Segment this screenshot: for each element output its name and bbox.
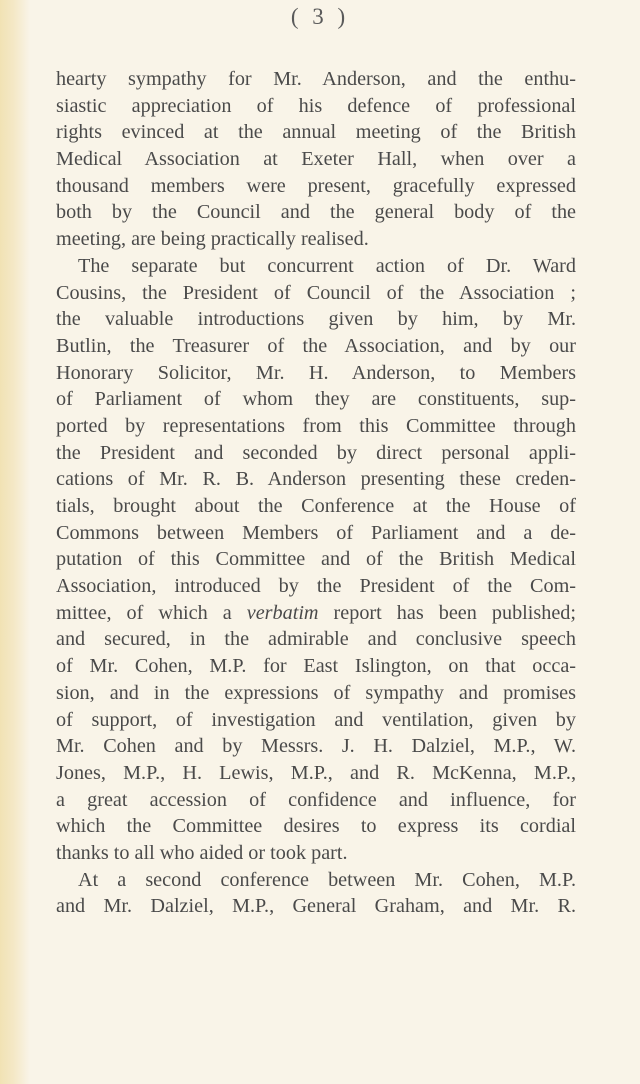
text-line: Jones, M.P., H. Lewis, M.P., and R. McKenna, M.P., (56, 761, 576, 784)
page-number: ( 3 ) (290, 4, 350, 29)
body-text (56, 66, 576, 920)
page-binding-edge (0, 0, 30, 1084)
text-line: The separate but concurrent action of Dr. Ward (78, 254, 576, 277)
text-line: a great accession of confidence and influence, for (56, 788, 576, 811)
text-line: tials, brought about the Conference at the House of (56, 495, 576, 517)
text-line: putation of this Committee and of the British Medical (56, 548, 576, 571)
text-line: the President and seconded by direct personal appli- (56, 441, 576, 464)
text-line: and Mr. Dalziel, M.P., General Graham, and Mr. R. (56, 895, 576, 918)
text-line: Medical Association at Exeter Hall, when over a (56, 148, 576, 171)
text-line (56, 600, 576, 627)
text-line: cations of Mr. R. B. Anderson presenting these creden- (56, 468, 576, 491)
text-line: both by the Council and the general body of the (56, 201, 576, 224)
text-line: meeting, are being practically realised. (56, 228, 369, 251)
text-line: which the Committee desires to express its cordial (56, 815, 576, 838)
text-line: ported by representations from this Committee through (56, 414, 576, 437)
text-run: mittee, of which a (56, 601, 247, 624)
paragraph-1 (56, 66, 576, 253)
text-line: thanks to all who aided or took part. (56, 841, 348, 864)
text-line: of Mr. Cohen, M.P. for East Islington, on that occa- (56, 655, 576, 678)
paragraph-3 (56, 867, 576, 920)
text-line: Cousins, the President of Council of the Association ; (56, 281, 576, 304)
text-line: Mr. Cohen and by Messrs. J. H. Dalziel, M.P., W. (56, 735, 576, 758)
text-run: report has been published; (318, 601, 576, 624)
paragraph-2 (56, 253, 576, 867)
text-line: thousand members were present, gracefully expressed (56, 174, 576, 197)
text-line: the valuable introductions given by him, by Mr. (56, 308, 576, 331)
text-line: rights evinced at the annual meeting of the British (56, 121, 576, 144)
text-line: of support, of investigation and ventilation, given by (56, 708, 576, 731)
text-line: At a second conference between Mr. Cohen, M.P. (78, 868, 576, 891)
text-line: and secured, in the admirable and conclusive speech (56, 628, 576, 651)
text-line: Commons between Members of Parliament and a de- (56, 521, 576, 544)
italic-word: verbatim (246, 601, 319, 624)
text-line: siastic appreciation of his defence of professional (56, 94, 576, 117)
text-line: of Parliament of whom they are constituents, sup- (56, 388, 576, 411)
text-line: Butlin, the Treasurer of the Association, and by our (56, 334, 576, 357)
text-line: hearty sympathy for Mr. Anderson, and the enthu- (56, 68, 576, 90)
text-line: sion, and in the expressions of sympathy and promises (56, 681, 576, 704)
text-line: Association, introduced by the President of the Com- (56, 575, 576, 598)
text-line: Honorary Solicitor, Mr. H. Anderson, to Members (56, 361, 576, 384)
